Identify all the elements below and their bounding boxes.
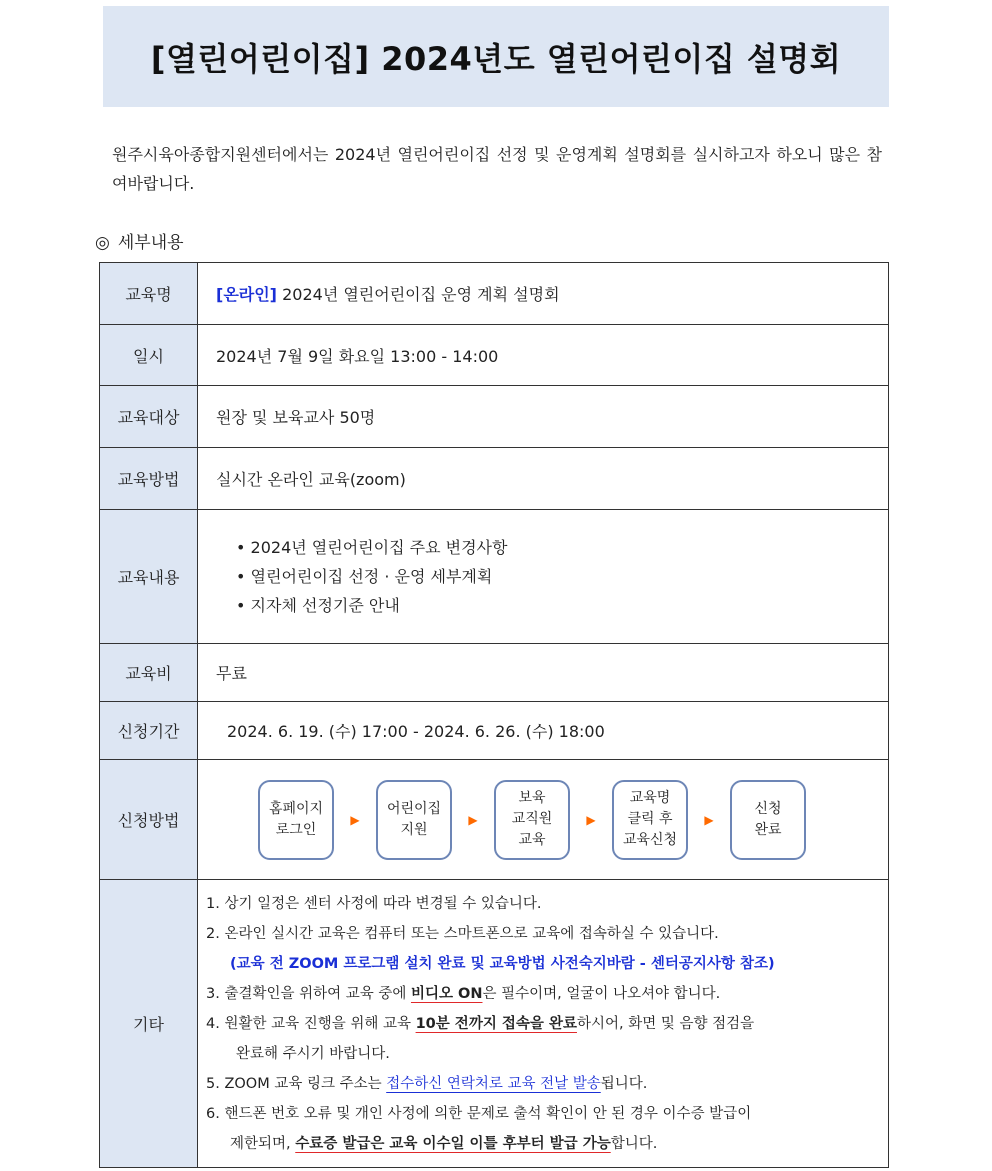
flow-step-login: 홈페이지 로그인 xyxy=(258,780,334,860)
details-table xyxy=(99,262,889,1168)
header-fee: 교육비 xyxy=(100,644,198,702)
row-datetime xyxy=(100,325,889,386)
header-method: 교육방법 xyxy=(100,448,198,510)
value-period: 2024. 6. 19. (수) 17:00 - 2024. 6. 26. (수) 18:00 xyxy=(198,702,889,760)
row-etc xyxy=(100,880,889,1168)
list-item: • 지자체 선정기준 안내 xyxy=(236,591,888,620)
value-apply xyxy=(198,760,889,880)
value-fee: 무료 xyxy=(198,644,889,702)
note-4-emphasis: 10분 전까지 접속을 완료 xyxy=(415,1015,577,1032)
row-target xyxy=(100,386,889,448)
section-heading xyxy=(95,228,184,253)
list-item: • 열린어린이집 선정 · 운영 세부계획 xyxy=(236,562,888,591)
content-list xyxy=(216,533,888,620)
header-etc: 기타 xyxy=(100,880,198,1168)
flow-step-complete: 신청 완료 xyxy=(730,780,806,860)
note-1: 1. 상기 일정은 센터 사정에 따라 변경될 수 있습니다. xyxy=(206,895,542,912)
row-method xyxy=(100,448,889,510)
value-datetime: 2024년 7월 9일 화요일 13:00 - 14:00 xyxy=(198,325,889,386)
arrow-right-icon: ▶ xyxy=(468,812,478,827)
note-3-emphasis: 비디오 ON xyxy=(410,985,483,1002)
page-title: [열린어린이집] 2024년도 열린어린이집 설명회 xyxy=(150,39,842,78)
note-6: 6. 핸드폰 번호 오류 및 개인 사정에 의한 문제로 출석 확인이 안 된 경우 이수증 발급이 xyxy=(206,1105,752,1122)
note-3-text: 3. 출결확인을 위하여 교육 중에 xyxy=(206,985,411,1002)
value-education-name xyxy=(198,263,889,325)
header-education-name: 교육명 xyxy=(100,263,198,325)
note-3-text-end: 은 필수이며, 얼굴이 나오셔야 합니다. xyxy=(482,985,721,1002)
title-banner xyxy=(103,6,889,107)
flow-step-apply-course: 교육명 클릭 후 교육신청 xyxy=(612,780,688,860)
flow-step-staff-education: 보육 교직원 교육 xyxy=(494,780,570,860)
arrow-right-icon: ▶ xyxy=(586,812,596,827)
value-etc xyxy=(198,880,889,1168)
double-circle-icon: ◎ xyxy=(95,233,110,253)
header-target: 교육대상 xyxy=(100,386,198,448)
value-target: 원장 및 보육교사 50명 xyxy=(198,386,889,448)
note-5-emphasis: 접수하신 연락처로 교육 전날 발송 xyxy=(386,1075,601,1092)
note-6-continued xyxy=(206,1129,878,1159)
online-tag: [온라인] xyxy=(216,285,277,304)
header-apply: 신청방법 xyxy=(100,760,198,880)
note-5 xyxy=(206,1069,878,1099)
arrow-right-icon: ▶ xyxy=(350,812,360,827)
education-name-text: 2024년 열린어린이집 운영 계획 설명회 xyxy=(282,285,560,304)
header-period: 신청기간 xyxy=(100,702,198,760)
row-period xyxy=(100,702,889,760)
note-5-text: 5. ZOOM 교육 링크 주소는 xyxy=(206,1075,387,1092)
note-6-text-end: 합니다. xyxy=(610,1135,658,1152)
flow-step-daycare-support: 어린이집 지원 xyxy=(376,780,452,860)
note-6-emphasis: 수료증 발급은 교육 이수일 이틀 후부터 발급 가능 xyxy=(295,1135,611,1152)
row-education-name xyxy=(100,263,889,325)
row-fee xyxy=(100,644,889,702)
header-datetime: 일시 xyxy=(100,325,198,386)
value-method: 실시간 온라인 교육(zoom) xyxy=(198,448,889,510)
value-content xyxy=(198,510,889,644)
note-3 xyxy=(206,979,878,1009)
arrow-right-icon: ▶ xyxy=(704,812,714,827)
section-title: 세부내용 xyxy=(117,233,184,253)
note-5-text-end: 됩니다. xyxy=(600,1075,648,1092)
note-4-text: 4. 원활한 교육 진행을 위해 교육 xyxy=(206,1015,416,1032)
note-4 xyxy=(206,1009,878,1039)
note-4-text-end: 하시어, 화면 및 음향 점검을 xyxy=(576,1015,755,1032)
apply-flow xyxy=(198,780,888,860)
note-6-text: 제한되며, xyxy=(230,1135,296,1152)
row-content xyxy=(100,510,889,644)
note-2: 2. 온라인 실시간 교육은 컴퓨터 또는 스마트폰으로 교육에 접속하실 수 있습니다. xyxy=(206,925,719,942)
header-content: 교육내용 xyxy=(100,510,198,644)
list-item: • 2024년 열린어린이집 주요 변경사항 xyxy=(236,533,888,562)
note-2-sub: (교육 전 ZOOM 프로그램 설치 완료 및 교육방법 사전숙지바람 - 센터공지사항 참조) xyxy=(230,955,775,972)
row-apply xyxy=(100,760,889,880)
note-4-continued: 완료해 주시기 바랍니다. xyxy=(236,1045,390,1062)
notes-list xyxy=(198,881,888,1167)
intro-paragraph: 원주시육아종합지원센터에서는 2024년 열린어린이집 선정 및 운영계획 설명회를 실시하고자 하오니 많은 참여바랍니다. xyxy=(112,145,882,193)
